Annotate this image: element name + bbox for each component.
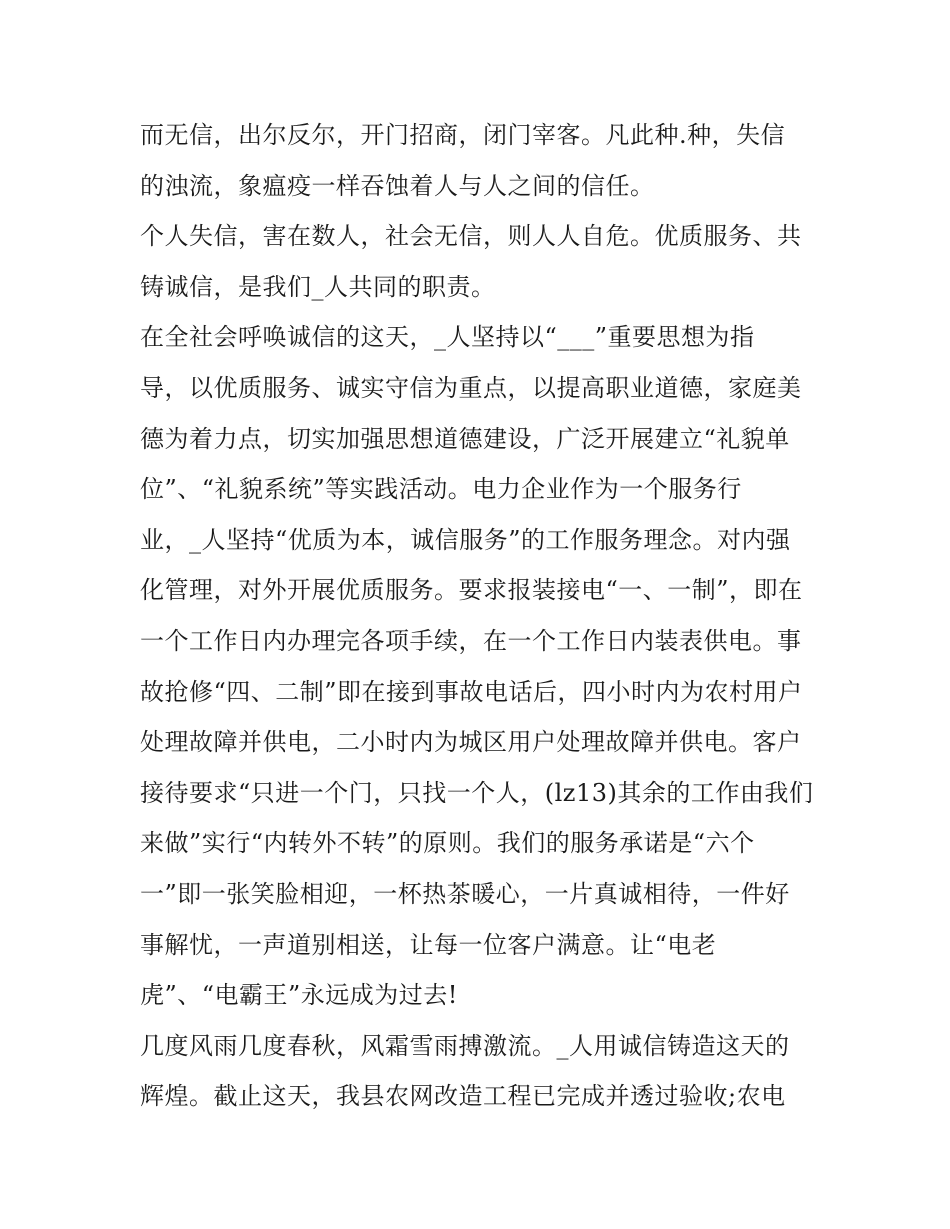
text-line-14: 接待要求“只进一个门，只找一个人，(lz13)其余的工作由我们	[140, 778, 814, 807]
text-line-18: 虎”、“电霸王”永远成为过去!	[140, 981, 458, 1010]
text-line-13: 处理故障并供电，二小时内为城区用户处理故障并供电。客户	[140, 728, 802, 757]
text-line-10: 化管理，对外开展优质服务。要求报装接电“一、一制”，即在	[140, 576, 803, 605]
text-line-6: 导，以优质服务、诚实守信为重点，以提高职业道德，家庭美	[140, 373, 802, 402]
text-line-1: 而无信，出尔反尔，开门招商，闭门宰客。凡此种.种，失信	[140, 121, 786, 149]
text-line-7: 德为着力点，切实加强思想道德建设，广泛开展建立“礼貌单	[140, 424, 790, 453]
text-line-15: 来做”实行“内转外不转”的原则。我们的服务承诺是“六个	[140, 829, 755, 858]
text-line-9: 业，_人坚持“优质为本，诚信服务”的工作服务理念。对内强	[140, 525, 791, 554]
text-line-16: 一”即一张笑脸相迎，一杯热茶暖心，一片真诚相待，一件好	[140, 879, 790, 908]
text-line-3: 个人失信，害在数人，社会无信，则人人自危。优质服务、共	[140, 222, 802, 251]
text-line-12: 故抢修“四、二制”即在接到事故电话后，四小时内为农村用户	[140, 677, 803, 706]
text-line-5: 在全社会呼唤诚信的这天，_人坚持以“___”重要思想为指	[140, 323, 755, 352]
text-line-2: 的浊流，象瘟疫一样吞蚀着人与人之间的信任。	[140, 171, 655, 200]
text-line-4: 铸诚信，是我们_人共同的职责。	[140, 272, 496, 301]
text-line-11: 一个工作日内办理完各项手续，在一个工作日内装表供电。事	[140, 626, 802, 655]
text-line-19: 几度风雨几度春秋，风霜雪雨搏激流。_人用诚信铸造这天的	[140, 1031, 790, 1060]
text-line-8: 位”、“礼貌系统”等实践活动。电力企业作为一个服务行	[140, 475, 742, 504]
text-line-17: 事解忧，一声道别相送，让每一位客户满意。让“电老	[140, 930, 717, 959]
text-line-20: 辉煌。截止这天，我县农网改造工程已完成并透过验收;农电	[140, 1082, 786, 1111]
body-text	[140, 110, 820, 1122]
